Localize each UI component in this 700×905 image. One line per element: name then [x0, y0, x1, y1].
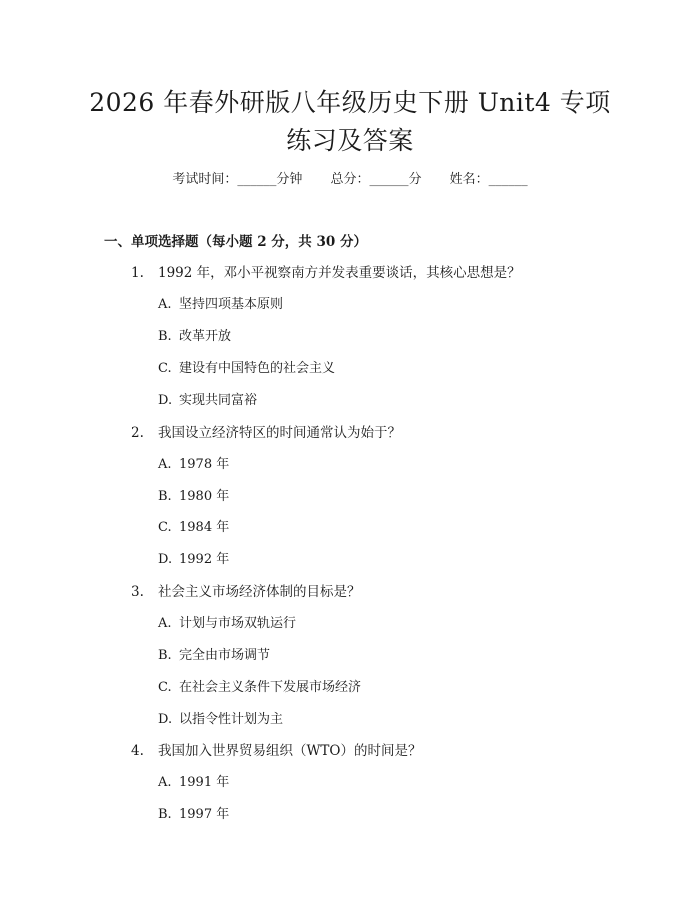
option-1c	[158, 357, 335, 376]
question-number: 2.	[131, 425, 144, 441]
option-letter: C.	[158, 361, 172, 376]
option-text: 1997 年	[179, 807, 230, 822]
option-text: 1984 年	[179, 520, 230, 535]
option-letter: B.	[158, 807, 172, 822]
option-2a	[158, 453, 229, 472]
option-2d	[158, 548, 229, 567]
page-title-line1: 2026 年春外研版八年级历史下册 Unit4 专项	[89, 88, 611, 117]
question-text: 我国加入世界贸易组织（WTO）的时间是？	[158, 743, 422, 759]
option-text: 在社会主义条件下发展市场经济	[179, 680, 362, 695]
option-text: 1980 年	[179, 489, 230, 504]
page-title-line2: 练习及答案	[286, 126, 414, 155]
option-letter: C.	[158, 680, 172, 695]
total-score-field: 总分：______分	[330, 172, 422, 187]
question-4	[131, 739, 421, 759]
option-letter: C.	[158, 520, 172, 535]
student-name-field: 姓名：______	[449, 172, 528, 187]
option-letter: A.	[158, 297, 172, 312]
question-number: 3.	[131, 584, 144, 600]
question-text: 我国设立经济特区的时间通常认为始于？	[158, 425, 401, 441]
question-number: 4.	[131, 743, 144, 759]
option-text: 建设有中国特色的社会主义	[179, 361, 336, 376]
option-text: 以指令性计划为主	[179, 712, 284, 727]
option-letter: A.	[158, 457, 172, 472]
option-letter: B.	[158, 648, 172, 663]
option-3b	[158, 644, 270, 663]
option-2c	[158, 516, 229, 535]
option-letter: A.	[158, 775, 172, 790]
option-1a	[158, 293, 283, 312]
question-3	[131, 580, 361, 600]
option-letter: B.	[158, 489, 172, 504]
option-letter: D.	[158, 712, 173, 727]
option-text: 计划与市场双轨运行	[179, 616, 297, 631]
option-text: 实现共同富裕	[179, 393, 258, 408]
option-text: 1978 年	[179, 457, 230, 472]
option-text: 完全由市场调节	[179, 648, 271, 663]
question-number: 1.	[131, 265, 144, 281]
option-text: 坚持四项基本原则	[179, 297, 284, 312]
option-1b	[158, 325, 231, 344]
option-text: 改革开放	[179, 329, 232, 344]
exam-time-field: 考试时间：______分钟	[172, 172, 303, 187]
section-heading: 一、单项选择题（每小题 2 分，共 30 分）	[104, 234, 367, 250]
question-text: 1992 年，邓小平视察南方并发表重要谈话，其核心思想是？	[158, 265, 521, 281]
option-3a	[158, 612, 296, 631]
option-text: 1991 年	[179, 775, 230, 790]
option-2b	[158, 485, 229, 504]
option-letter: D.	[158, 552, 173, 567]
option-letter: B.	[158, 329, 172, 344]
option-1d	[158, 389, 257, 408]
option-letter: D.	[158, 393, 173, 408]
question-1	[131, 261, 521, 281]
question-text: 社会主义市场经济体制的目标是？	[158, 584, 361, 600]
option-text: 1992 年	[179, 552, 230, 567]
option-3c	[158, 676, 361, 695]
option-4b	[158, 803, 229, 822]
question-2	[131, 421, 401, 441]
option-4a	[158, 771, 229, 790]
option-letter: A.	[158, 616, 172, 631]
option-3d	[158, 708, 283, 727]
exam-meta	[0, 168, 700, 187]
